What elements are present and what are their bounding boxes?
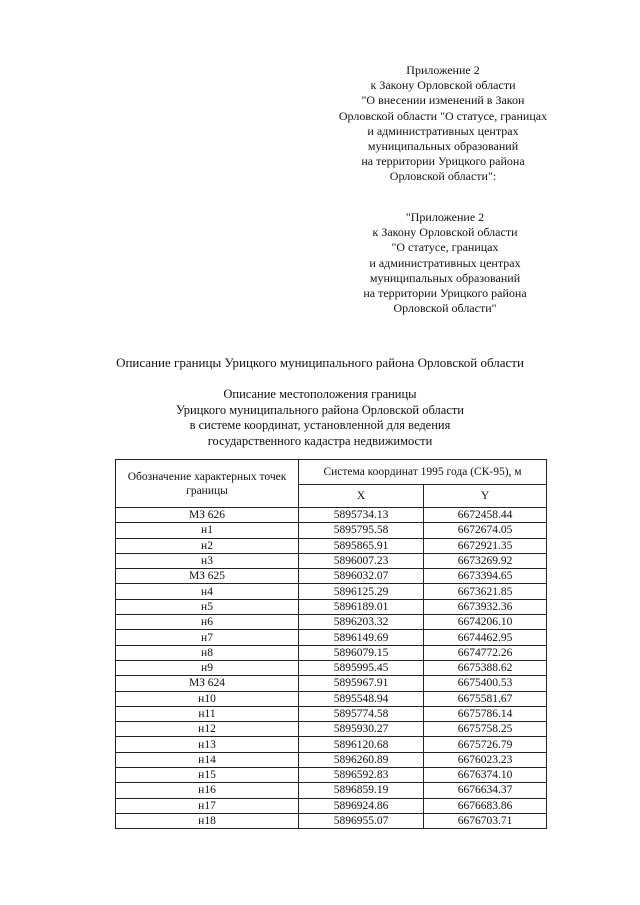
cell-x: 5895795.58: [299, 523, 424, 538]
cell-point: МЗ 626: [116, 508, 299, 523]
cell-point: н18: [116, 813, 299, 828]
cell-y: 6674462.95: [424, 630, 547, 645]
quoted-appendix-line: на территории Урицкого района: [363, 286, 527, 301]
quoted-appendix-line: Орловской области": [393, 301, 497, 316]
cell-point: н16: [116, 783, 299, 798]
cell-x: 5895930.27: [299, 722, 424, 737]
quoted-appendix-line: и административных центрах: [369, 255, 521, 270]
cell-y: 6673394.65: [424, 569, 547, 584]
cell-y: 6673932.36: [424, 599, 547, 614]
cell-y: 6676683.86: [424, 798, 547, 813]
cell-x: 5896125.29: [299, 584, 424, 599]
cell-y: 6675726.79: [424, 737, 547, 752]
cell-point: МЗ 624: [116, 676, 299, 691]
cell-y: 6675786.14: [424, 706, 547, 721]
table-row: [116, 645, 547, 660]
cell-point: н1: [116, 523, 299, 538]
coordinates-table: [115, 459, 547, 829]
table-row: [116, 660, 547, 675]
table-row: [116, 615, 547, 630]
cell-x: 5896955.07: [299, 813, 424, 828]
table-row: [116, 523, 547, 538]
cell-x: 5896592.83: [299, 768, 424, 783]
appendix-line: "О внесении изменений в Закон: [361, 93, 525, 108]
table-row: [116, 737, 547, 752]
y-column-header: Y: [424, 485, 547, 508]
table-row: [116, 798, 547, 813]
cell-x: 5895734.13: [299, 508, 424, 523]
quoted-appendix-line: "О статусе, границах: [391, 240, 499, 255]
cell-x: 5896079.15: [299, 645, 424, 660]
table-row: [116, 706, 547, 721]
cell-point: н11: [116, 706, 299, 721]
cell-point: н3: [116, 553, 299, 568]
cell-x: 5895967.91: [299, 676, 424, 691]
quoted-appendix-line: к Закону Орловской области: [372, 225, 518, 240]
cell-x: 5896120.68: [299, 737, 424, 752]
description: [120, 387, 520, 449]
cell-y: 6676703.71: [424, 813, 547, 828]
x-column-header: X: [299, 485, 424, 508]
appendix-line: на территории Урицкого района: [361, 154, 525, 169]
point-column-header: Обозначение характерных точек границы: [116, 460, 299, 508]
table-row: [116, 569, 547, 584]
appendix-header: [318, 63, 568, 185]
description-line: государственного кадастра недвижимости: [207, 433, 433, 448]
cell-y: 6673621.85: [424, 584, 547, 599]
cell-x: 5895995.45: [299, 660, 424, 675]
cell-y: 6675400.53: [424, 676, 547, 691]
appendix-line: Орловской области "О статусе, границах: [338, 108, 548, 123]
cell-y: 6673269.92: [424, 553, 547, 568]
cell-y: 6672458.44: [424, 508, 547, 523]
cell-point: н8: [116, 645, 299, 660]
description-line: Описание местоположения границы: [223, 387, 417, 401]
cell-point: н10: [116, 691, 299, 706]
table-row: [116, 508, 547, 523]
table-row: [116, 676, 547, 691]
table-row: [116, 553, 547, 568]
appendix-line: Орловской области":: [389, 169, 497, 184]
cell-x: 5896924.86: [299, 798, 424, 813]
table-row: [116, 813, 547, 828]
cell-y: 6676634.37: [424, 783, 547, 798]
cell-y: 6676023.23: [424, 752, 547, 767]
cell-y: 6675758.25: [424, 722, 547, 737]
cell-x: 5895865.91: [299, 538, 424, 553]
table-row: [116, 691, 547, 706]
cell-point: н4: [116, 584, 299, 599]
quoted-appendix-line: муниципальных образований: [369, 270, 521, 285]
cell-x: 5896859.19: [299, 783, 424, 798]
description-line: в системе координат, установленной для ведения: [189, 418, 451, 432]
cell-point: н12: [116, 722, 299, 737]
cell-y: 6672921.35: [424, 538, 547, 553]
cell-point: н17: [116, 798, 299, 813]
description-line: Урицкого муниципального района Орловской области: [176, 402, 464, 417]
cell-x: 5896189.01: [299, 599, 424, 614]
appendix-line: к Закону Орловской области: [370, 78, 516, 93]
cell-x: 5896203.32: [299, 615, 424, 630]
cell-y: 6675388.62: [424, 660, 547, 675]
appendix-line: и административных центрах: [367, 123, 519, 138]
cell-y: 6674206.10: [424, 615, 547, 630]
cell-x: 5896149.69: [299, 630, 424, 645]
cell-point: н15: [116, 768, 299, 783]
cell-x: 5895548.94: [299, 691, 424, 706]
table-row: [116, 599, 547, 614]
cell-x: 5896032.07: [299, 569, 424, 584]
cell-x: 5896007.23: [299, 553, 424, 568]
table-row: [116, 783, 547, 798]
table-row: [116, 768, 547, 783]
table-row: [116, 630, 547, 645]
cell-point: н14: [116, 752, 299, 767]
cell-point: н13: [116, 737, 299, 752]
cell-point: н6: [116, 615, 299, 630]
cell-point: МЗ 625: [116, 569, 299, 584]
table-row: [116, 538, 547, 553]
cell-y: 6674772.26: [424, 645, 547, 660]
document-title: Описание границы Урицкого муниципального района Орловской области: [116, 355, 524, 370]
table-row: [116, 584, 547, 599]
quoted-appendix-line: "Приложение 2: [405, 210, 485, 224]
cell-point: н7: [116, 630, 299, 645]
cell-x: 5895774.58: [299, 706, 424, 721]
cell-point: н2: [116, 538, 299, 553]
table-row: [116, 752, 547, 767]
cell-x: 5896260.89: [299, 752, 424, 767]
table-row: [116, 722, 547, 737]
appendix-line: муниципальных образований: [367, 139, 519, 154]
cell-y: 6675581.67: [424, 691, 547, 706]
quoted-appendix-header: [325, 210, 565, 316]
cell-point: н5: [116, 599, 299, 614]
cell-point: н9: [116, 660, 299, 675]
cell-y: 6672674.05: [424, 523, 547, 538]
coordinates-table-body: [116, 508, 547, 829]
cell-y: 6676374.10: [424, 768, 547, 783]
coordinate-system-header: Система координат 1995 года (СК-95), м: [299, 460, 547, 485]
appendix-line: Приложение 2: [406, 63, 480, 77]
